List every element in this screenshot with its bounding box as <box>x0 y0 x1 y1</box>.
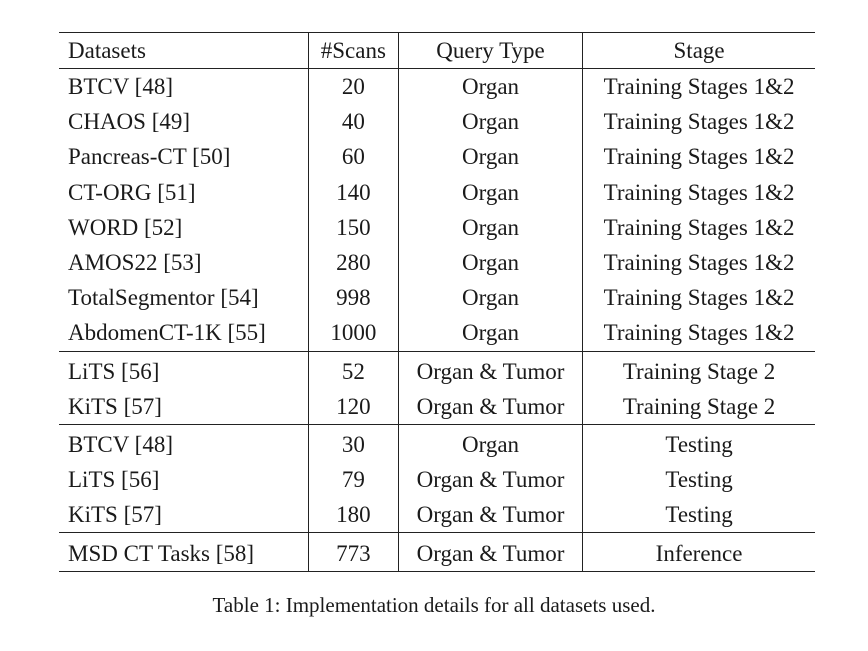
query-type-cell: Organ <box>398 424 582 462</box>
stage-cell: Testing <box>665 431 733 457</box>
header-query-type: Query Type <box>398 33 582 69</box>
query-type-cell: Organ <box>398 210 582 245</box>
scans-cell: 20 <box>308 69 398 105</box>
scans-cell: 79 <box>308 462 398 497</box>
stage-cell: Training Stage 2 <box>622 358 776 384</box>
table-row <box>59 139 815 174</box>
query-type-cell: Organ & Tumor <box>398 533 582 571</box>
dataset-cell: BTCV [48] <box>59 424 308 462</box>
header-scans: #Scans <box>308 33 398 69</box>
stage-cell: Training Stages 1&2 <box>603 74 795 100</box>
scans-cell: 60 <box>308 139 398 174</box>
table-row <box>59 104 815 139</box>
table-row <box>59 351 815 389</box>
dataset-cell: Pancreas-CT [50] <box>59 139 308 174</box>
table-row <box>59 497 815 533</box>
scans-cell: 150 <box>308 210 398 245</box>
scans-cell: 773 <box>308 533 398 571</box>
table-row <box>59 462 815 497</box>
stage-cell: Training Stages 1&2 <box>603 144 795 170</box>
query-type-cell: Organ <box>398 280 582 315</box>
query-type-cell: Organ <box>398 139 582 174</box>
table-body <box>59 69 815 572</box>
dataset-cell: AbdomenCT-1K [55] <box>59 315 308 351</box>
table-header <box>59 33 815 69</box>
datasets-table <box>59 32 815 572</box>
stage-cell: Testing <box>665 467 733 493</box>
stage-cell: Training Stage 2 <box>583 389 815 425</box>
header-row <box>59 33 815 69</box>
dataset-cell: LiTS [56] <box>59 462 308 497</box>
stage-cell: Training Stages 1&2 <box>603 109 795 135</box>
stage-cell: Testing <box>583 497 815 533</box>
scans-cell: 40 <box>308 104 398 139</box>
scans-cell: 180 <box>308 497 398 533</box>
query-type-cell: Organ <box>398 69 582 105</box>
table-row <box>59 280 815 315</box>
query-type-cell: Organ & Tumor <box>398 389 582 425</box>
dataset-cell: BTCV [48] <box>59 69 308 105</box>
table-caption: Table 1: Implementation details for all datasets used. <box>212 593 656 617</box>
query-type-cell: Organ <box>398 175 582 210</box>
datasets-table-container <box>59 32 815 572</box>
dataset-cell: TotalSegmentor [54] <box>59 280 308 315</box>
table-row <box>59 389 815 425</box>
query-type-cell: Organ <box>398 315 582 351</box>
stage-cell: Training Stages 1&2 <box>603 214 795 240</box>
table-row <box>59 69 815 105</box>
dataset-cell: KiTS [57] <box>59 389 308 425</box>
scans-cell: 998 <box>308 280 398 315</box>
scans-cell: 1000 <box>308 315 398 351</box>
stage-cell: Inference <box>583 533 815 571</box>
header-stage: Stage <box>583 33 815 69</box>
table-row <box>59 245 815 280</box>
stage-cell: Training Stages 1&2 <box>603 179 795 205</box>
table-row <box>59 175 815 210</box>
scans-cell: 120 <box>308 389 398 425</box>
scans-cell: 280 <box>308 245 398 280</box>
scans-cell: 30 <box>308 424 398 462</box>
query-type-cell: Organ <box>398 245 582 280</box>
table-row <box>59 533 815 571</box>
header-datasets: Datasets <box>59 33 308 69</box>
table-row <box>59 424 815 462</box>
dataset-cell: KiTS [57] <box>59 497 308 533</box>
dataset-cell: WORD [52] <box>59 210 308 245</box>
scans-cell: 140 <box>308 175 398 210</box>
dataset-cell: CHAOS [49] <box>59 104 308 139</box>
query-type-cell: Organ & Tumor <box>398 497 582 533</box>
table-row <box>59 210 815 245</box>
query-type-cell: Organ & Tumor <box>398 351 582 389</box>
stage-cell: Training Stages 1&2 <box>603 285 795 311</box>
dataset-cell: LiTS [56] <box>59 351 308 389</box>
dataset-cell: AMOS22 [53] <box>59 245 308 280</box>
dataset-cell: CT-ORG [51] <box>59 175 308 210</box>
table-row <box>59 315 815 351</box>
query-type-cell: Organ & Tumor <box>398 462 582 497</box>
dataset-cell: MSD CT Tasks [58] <box>59 533 308 571</box>
scans-cell: 52 <box>308 351 398 389</box>
query-type-cell: Organ <box>398 104 582 139</box>
stage-cell: Training Stages 1&2 <box>603 250 795 276</box>
stage-cell: Training Stages 1&2 <box>583 315 815 351</box>
